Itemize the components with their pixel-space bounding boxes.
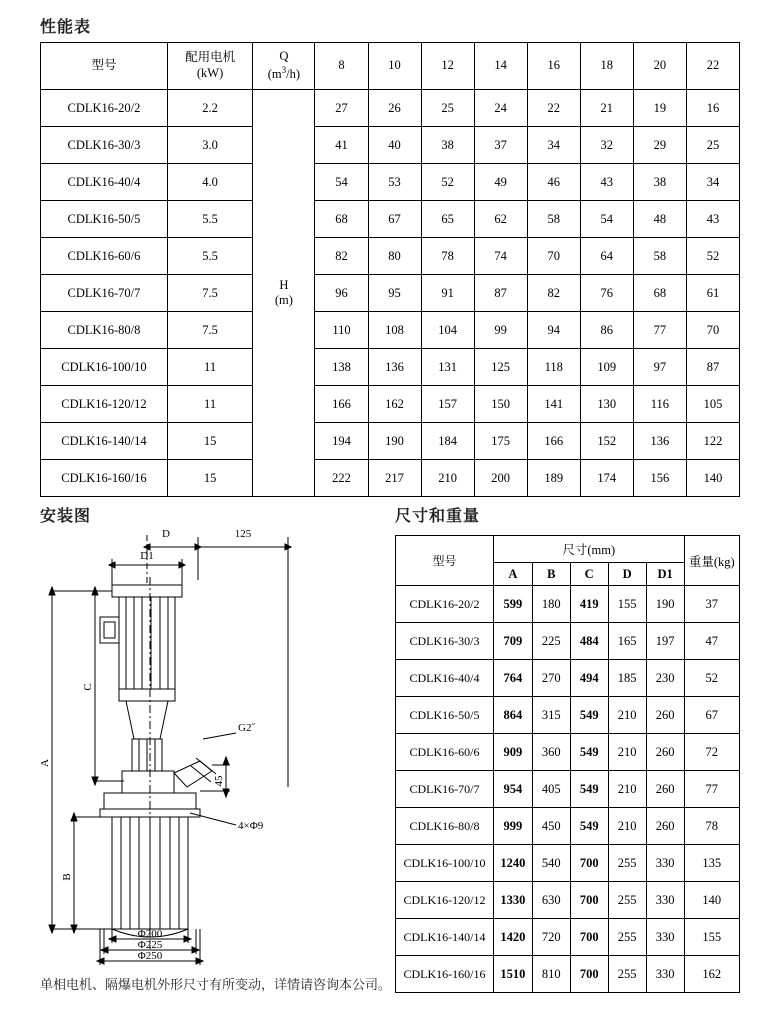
dim-row-B: 270	[532, 660, 570, 697]
row-value: 166	[527, 423, 580, 460]
row-value: 70	[686, 312, 739, 349]
row-model: CDLK16-50/5	[41, 201, 168, 238]
header-flow-14: 14	[474, 43, 527, 90]
row-model: CDLK16-20/2	[41, 90, 168, 127]
dim-row-D1: 230	[646, 660, 684, 697]
row-value: 65	[421, 201, 474, 238]
row-value: 26	[368, 90, 421, 127]
header-motor-power-line1: 配用电机	[185, 50, 236, 65]
dim-row-D: 255	[608, 919, 646, 956]
dim-row-model: CDLK16-50/5	[396, 697, 494, 734]
row-kw: 3.0	[167, 127, 252, 164]
dim-row-C: 700	[570, 919, 608, 956]
dim-row-D: 210	[608, 771, 646, 808]
dim-row-D: 255	[608, 882, 646, 919]
row-value: 96	[315, 275, 368, 312]
dim-row-A: 909	[493, 734, 532, 771]
dim-row-weight: 67	[684, 697, 739, 734]
table-row	[41, 423, 740, 460]
header-flow-22: 22	[686, 43, 739, 90]
dim-row-C: 549	[570, 771, 608, 808]
dim-row-D1: 197	[646, 623, 684, 660]
row-model: CDLK16-140/14	[41, 423, 168, 460]
row-model: CDLK16-120/12	[41, 386, 168, 423]
row-value: 82	[527, 275, 580, 312]
dim-row-D: 155	[608, 586, 646, 623]
row-kw: 11	[167, 386, 252, 423]
dim-row-B: 315	[532, 697, 570, 734]
dim-row-B: 810	[532, 956, 570, 993]
row-value: 95	[368, 275, 421, 312]
table-row	[41, 349, 740, 386]
table-row	[396, 623, 740, 660]
table-row	[41, 90, 740, 127]
header-flow-10: 10	[368, 43, 421, 90]
row-model: CDLK16-30/3	[41, 127, 168, 164]
table-row	[396, 586, 740, 623]
row-value: 80	[368, 238, 421, 275]
installation-drawing	[40, 525, 370, 970]
row-kw: 5.5	[167, 201, 252, 238]
dim-row-A: 1420	[493, 919, 532, 956]
row-value: 40	[368, 127, 421, 164]
cubic-superscript: 3	[281, 64, 287, 75]
dim-row-D: 210	[608, 808, 646, 845]
row-value: 175	[474, 423, 527, 460]
row-value: 136	[633, 423, 686, 460]
row-value: 125	[474, 349, 527, 386]
row-value: 25	[686, 127, 739, 164]
head-unit: (m)	[274, 293, 293, 307]
dim-row-B: 180	[532, 586, 570, 623]
dim-row-model: CDLK16-140/14	[396, 919, 494, 956]
performance-table-body	[41, 43, 740, 497]
dim-row-A: 1510	[493, 956, 532, 993]
row-value: 140	[686, 460, 739, 497]
dim-row-C: 419	[570, 586, 608, 623]
row-value: 34	[686, 164, 739, 201]
header-flow-symbol: Q	[279, 49, 289, 64]
table-row	[41, 238, 740, 275]
performance-table	[40, 42, 740, 497]
dim-row-D1: 260	[646, 697, 684, 734]
dim-row-D: 255	[608, 845, 646, 882]
dim-row-model: CDLK16-20/2	[396, 586, 494, 623]
dimension-table-title: 尺寸和重量	[395, 508, 481, 525]
row-value: 54	[315, 164, 368, 201]
pump-outline-drawing	[40, 525, 370, 965]
row-value: 43	[580, 164, 633, 201]
dim-row-C: 700	[570, 956, 608, 993]
row-model: CDLK16-60/6	[41, 238, 168, 275]
dim-row-model: CDLK16-120/12	[396, 882, 494, 919]
header-motor-power	[167, 43, 252, 90]
dim-row-C: 549	[570, 734, 608, 771]
table-header-row	[41, 43, 740, 90]
row-value: 99	[474, 312, 527, 349]
label-125: 125	[234, 528, 252, 540]
row-value: 108	[368, 312, 421, 349]
table-row	[396, 956, 740, 993]
row-kw: 4.0	[167, 164, 252, 201]
dim-row-D1: 260	[646, 771, 684, 808]
row-value: 194	[315, 423, 368, 460]
dim-row-D1: 330	[646, 882, 684, 919]
table-row	[41, 127, 740, 164]
row-value: 150	[474, 386, 527, 423]
dim-row-D: 210	[608, 697, 646, 734]
table-row	[396, 845, 740, 882]
row-value: 24	[474, 90, 527, 127]
table-row	[396, 697, 740, 734]
head-symbol: H	[279, 278, 289, 292]
row-value: 54	[580, 201, 633, 238]
dim-row-weight: 78	[684, 808, 739, 845]
row-model: CDLK16-160/16	[41, 460, 168, 497]
row-kw: 11	[167, 349, 252, 386]
dim-row-A: 1330	[493, 882, 532, 919]
table-row	[41, 201, 740, 238]
row-value: 86	[580, 312, 633, 349]
row-value: 16	[686, 90, 739, 127]
dim-header-C: C	[570, 563, 608, 586]
row-kw: 5.5	[167, 238, 252, 275]
row-value: 29	[633, 127, 686, 164]
dim-row-model: CDLK16-80/8	[396, 808, 494, 845]
dim-row-model: CDLK16-60/6	[396, 734, 494, 771]
dim-header-model: 型号	[396, 536, 494, 586]
row-value: 94	[527, 312, 580, 349]
row-value: 200	[474, 460, 527, 497]
row-value: 136	[368, 349, 421, 386]
dim-row-B: 630	[532, 882, 570, 919]
footnote-text: 单相电机、隔爆电机外形尺寸有所变动，详情请咨询本公司。	[40, 977, 392, 992]
table-row	[41, 164, 740, 201]
dim-header-B: B	[532, 563, 570, 586]
label-C: C	[82, 683, 94, 691]
row-value: 43	[686, 201, 739, 238]
dim-row-A: 764	[493, 660, 532, 697]
table-row	[396, 660, 740, 697]
row-kw: 2.2	[167, 90, 252, 127]
row-value: 222	[315, 460, 368, 497]
table-row	[41, 312, 740, 349]
row-value: 68	[315, 201, 368, 238]
row-value: 210	[421, 460, 474, 497]
row-model: CDLK16-80/8	[41, 312, 168, 349]
dim-row-weight: 162	[684, 956, 739, 993]
table-row	[41, 275, 740, 312]
label-4xphi9: 4×Φ9	[238, 820, 264, 832]
header-flow	[253, 43, 315, 90]
dim-row-A: 1240	[493, 845, 532, 882]
row-value: 78	[421, 238, 474, 275]
dim-row-B: 225	[532, 623, 570, 660]
row-value: 138	[315, 349, 368, 386]
head-column-label	[253, 90, 315, 497]
row-value: 52	[686, 238, 739, 275]
dimension-weight-table	[395, 535, 740, 993]
header-motor-power-line2: (kW)	[196, 66, 224, 80]
dim-row-A: 864	[493, 697, 532, 734]
row-value: 110	[315, 312, 368, 349]
row-value: 87	[686, 349, 739, 386]
dim-row-C: 484	[570, 623, 608, 660]
label-phi200: Φ200	[137, 928, 163, 940]
row-value: 34	[527, 127, 580, 164]
dim-row-C: 549	[570, 697, 608, 734]
dim-row-model: CDLK16-70/7	[396, 771, 494, 808]
row-value: 74	[474, 238, 527, 275]
dim-row-B: 360	[532, 734, 570, 771]
dim-row-A: 709	[493, 623, 532, 660]
table-row	[396, 771, 740, 808]
dim-row-model: CDLK16-160/16	[396, 956, 494, 993]
row-value: 38	[421, 127, 474, 164]
dim-row-D1: 330	[646, 919, 684, 956]
row-model: CDLK16-70/7	[41, 275, 168, 312]
row-value: 82	[315, 238, 368, 275]
dim-row-D: 165	[608, 623, 646, 660]
row-value: 58	[633, 238, 686, 275]
row-value: 64	[580, 238, 633, 275]
header-flow-unit: $(m^3/h)$	[267, 64, 300, 82]
dim-header-D: D	[608, 563, 646, 586]
dim-row-weight: 155	[684, 919, 739, 956]
row-kw: 7.5	[167, 275, 252, 312]
label-phi250: Φ250	[137, 950, 163, 962]
row-value: 61	[686, 275, 739, 312]
row-value: 166	[315, 386, 368, 423]
row-value: 76	[580, 275, 633, 312]
row-value: 53	[368, 164, 421, 201]
row-value: 70	[527, 238, 580, 275]
dim-row-C: 700	[570, 845, 608, 882]
row-value: 109	[580, 349, 633, 386]
dim-row-D1: 190	[646, 586, 684, 623]
row-value: 131	[421, 349, 474, 386]
dim-header-weight: 重量(kg)	[684, 536, 739, 586]
row-value: 22	[527, 90, 580, 127]
dim-row-weight: 52	[684, 660, 739, 697]
dim-row-weight: 72	[684, 734, 739, 771]
row-value: 68	[633, 275, 686, 312]
table-row	[41, 460, 740, 497]
row-value: 184	[421, 423, 474, 460]
row-value: 217	[368, 460, 421, 497]
row-value: 157	[421, 386, 474, 423]
installation-drawing-title: 安装图	[40, 508, 92, 525]
dim-row-B: 450	[532, 808, 570, 845]
dim-row-D1: 260	[646, 808, 684, 845]
row-kw: 15	[167, 460, 252, 497]
dim-row-B: 720	[532, 919, 570, 956]
row-value: 130	[580, 386, 633, 423]
row-value: 46	[527, 164, 580, 201]
row-value: 116	[633, 386, 686, 423]
row-value: 162	[368, 386, 421, 423]
dim-row-A: 999	[493, 808, 532, 845]
row-kw: 7.5	[167, 312, 252, 349]
row-value: 118	[527, 349, 580, 386]
dim-row-B: 540	[532, 845, 570, 882]
dim-row-weight: 77	[684, 771, 739, 808]
row-value: 77	[633, 312, 686, 349]
header-model: 型号	[41, 43, 168, 90]
dimension-table-body	[396, 536, 740, 993]
dim-row-D1: 330	[646, 956, 684, 993]
table-row	[41, 386, 740, 423]
row-value: 21	[580, 90, 633, 127]
dim-row-A: 599	[493, 586, 532, 623]
row-model: CDLK16-40/4	[41, 164, 168, 201]
dim-row-weight: 37	[684, 586, 739, 623]
row-value: 97	[633, 349, 686, 386]
row-value: 104	[421, 312, 474, 349]
label-D1: D1	[140, 550, 154, 562]
dim-row-D: 210	[608, 734, 646, 771]
dim-row-C: 494	[570, 660, 608, 697]
row-value: 41	[315, 127, 368, 164]
row-value: 25	[421, 90, 474, 127]
label-D: D	[162, 528, 170, 540]
label-phi225: Φ225	[137, 939, 163, 951]
dim-row-D: 255	[608, 956, 646, 993]
header-flow-20: 20	[633, 43, 686, 90]
row-value: 91	[421, 275, 474, 312]
label-A: A	[40, 759, 51, 767]
label-G2: G2˝	[238, 722, 256, 734]
row-value: 174	[580, 460, 633, 497]
dim-header-D1: D1	[646, 563, 684, 586]
label-45: 45	[213, 775, 225, 787]
table-row	[396, 882, 740, 919]
row-value: 49	[474, 164, 527, 201]
dim-header-A: A	[493, 563, 532, 586]
row-value: 190	[368, 423, 421, 460]
dim-row-D: 185	[608, 660, 646, 697]
header-flow-18: 18	[580, 43, 633, 90]
performance-table-title: 性能表	[40, 19, 92, 36]
row-value: 27	[315, 90, 368, 127]
row-model: CDLK16-100/10	[41, 349, 168, 386]
dim-row-model: CDLK16-100/10	[396, 845, 494, 882]
dim-row-D1: 330	[646, 845, 684, 882]
row-value: 52	[421, 164, 474, 201]
row-value: 58	[527, 201, 580, 238]
dim-row-weight: 135	[684, 845, 739, 882]
dim-row-model: CDLK16-40/4	[396, 660, 494, 697]
dim-row-weight: 47	[684, 623, 739, 660]
row-value: 189	[527, 460, 580, 497]
row-value: 37	[474, 127, 527, 164]
header-flow-16: 16	[527, 43, 580, 90]
label-B: B	[61, 873, 73, 881]
dim-row-D1: 260	[646, 734, 684, 771]
dimension-header-row-1	[396, 536, 740, 563]
row-value: 156	[633, 460, 686, 497]
table-row	[396, 808, 740, 845]
table-row	[396, 734, 740, 771]
row-value: 122	[686, 423, 739, 460]
header-flow-8: 8	[315, 43, 368, 90]
dim-row-model: CDLK16-30/3	[396, 623, 494, 660]
row-value: 48	[633, 201, 686, 238]
dim-row-A: 954	[493, 771, 532, 808]
row-value: 19	[633, 90, 686, 127]
table-row	[396, 919, 740, 956]
row-value: 152	[580, 423, 633, 460]
row-value: 87	[474, 275, 527, 312]
dim-row-weight: 140	[684, 882, 739, 919]
dim-header-size-group: 尺寸(mm)	[493, 536, 684, 563]
row-value: 62	[474, 201, 527, 238]
row-value: 67	[368, 201, 421, 238]
row-value: 105	[686, 386, 739, 423]
row-kw: 15	[167, 423, 252, 460]
row-value: 32	[580, 127, 633, 164]
row-value: 141	[527, 386, 580, 423]
dim-row-B: 405	[532, 771, 570, 808]
dim-row-C: 549	[570, 808, 608, 845]
header-flow-12: 12	[421, 43, 474, 90]
row-value: 38	[633, 164, 686, 201]
dim-row-C: 700	[570, 882, 608, 919]
